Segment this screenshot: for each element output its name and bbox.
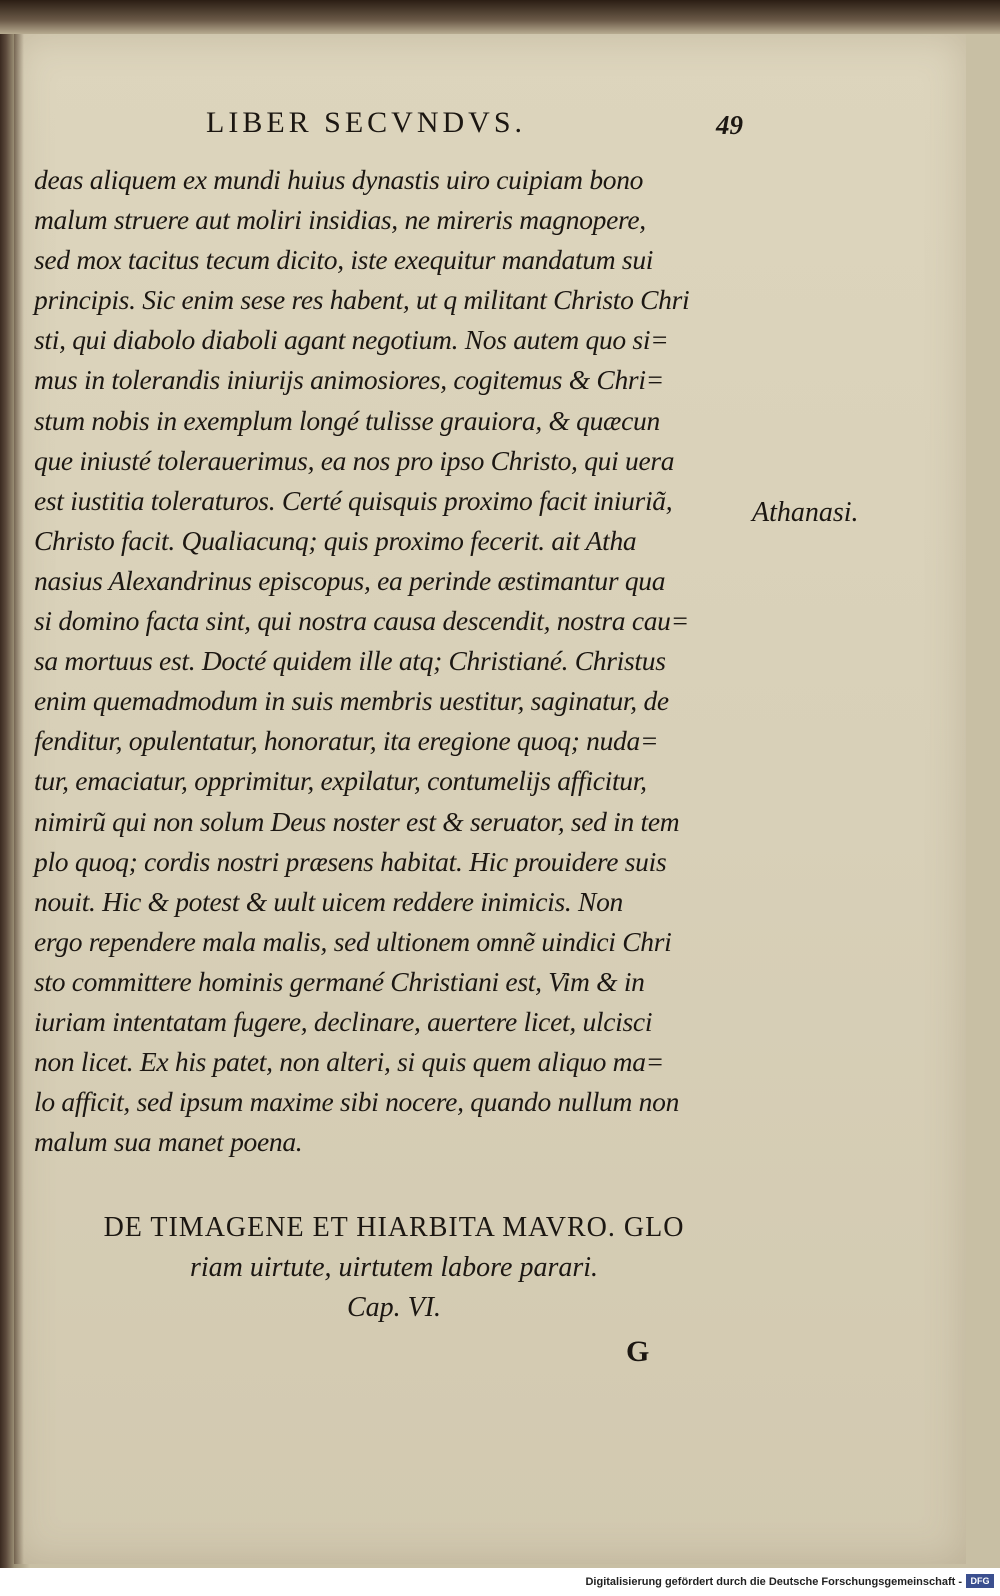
running-title: LIBER SECVNDVS. bbox=[206, 106, 527, 139]
text-line: sto committere hominis germané Christiani est, Vim & in bbox=[34, 965, 645, 997]
text-line: que iniusté tolerauerimus, ea nos pro ipso Christo, qui uera bbox=[34, 444, 675, 476]
text-line: tur, emaciatur, opprimitur, expilatur, contumelijs afficitur, bbox=[34, 765, 647, 797]
marginal-note: Athanasi. bbox=[752, 497, 859, 528]
text-line: non licet. Ex his patet, non alteri, si quis quem aliquo ma= bbox=[34, 1046, 664, 1078]
chapter-heading bbox=[34, 1208, 754, 1328]
text-line: si domino facta sint, qui nostra causa descendit, nostra cau= bbox=[34, 605, 689, 637]
text-line: nasius Alexandrinus episcopus, ea perinde æstimantur qua bbox=[34, 564, 666, 596]
text-line: iuriam intentatam fugere, declinare, auertere licet, ulcisci bbox=[34, 1005, 653, 1037]
footer-credit: Digitalisierung gefördert durch die Deutsche Forschungsgemeinschaft - bbox=[585, 1576, 962, 1588]
page-gutter bbox=[14, 34, 24, 1564]
text-line: deas aliquem ex mundi huius dynastis uiro cuipiam bono bbox=[34, 164, 644, 195]
text-line: principis. Sic enim sese res habent, ut q militant Christo Chri bbox=[34, 284, 690, 316]
chapter-heading-caps: DE TIMAGENE ET HIARBITA MAVRO. GLO bbox=[103, 1212, 685, 1243]
dfg-logo: DFG bbox=[966, 1574, 994, 1588]
page-header bbox=[34, 106, 754, 146]
text-line: sed mox tacitus tecum dicito, iste exequitur mandatum sui bbox=[34, 244, 654, 276]
text-line: nouit. Hic & potest & uult uicem reddere inimicis. Non bbox=[34, 885, 623, 917]
text-line: mus in tolerandis iniurijs animosiores, cogitemus & Chri= bbox=[34, 364, 664, 396]
text-line: nimirũ qui non solum Deus noster est & seruator, sed in tem bbox=[34, 805, 680, 837]
text-line: est iustitia toleraturos. Certé quisquis proximo facit iniuriã, bbox=[34, 484, 673, 516]
text-line: ergo rependere mala malis, sed ultionem omnẽ uindici Chri bbox=[34, 925, 672, 957]
text-line: plo quoq; cordis nostri præsens habitat. Hic prouidere suis bbox=[34, 845, 667, 877]
chapter-heading-italic: riam uirtute, uirtutem labore parari. bbox=[189, 1252, 599, 1283]
page-number: 49 bbox=[716, 110, 743, 140]
text-line: Christo facit. Qualiacunq; quis proximo fecerit. ait Atha bbox=[34, 524, 637, 556]
text-line: lo afficit, sed ipsum maxime sibi nocere, quando nullum non bbox=[34, 1086, 680, 1118]
signature-mark: G bbox=[626, 1335, 650, 1368]
body-text bbox=[34, 160, 754, 1162]
text-line: malum struere aut moliri insidias, ne mireris magnopere, bbox=[34, 204, 646, 236]
text-line: malum sua manet poena. bbox=[34, 1126, 303, 1158]
text-line: sti, qui diabolo diaboli agant negotium. Nos autem quo si= bbox=[34, 324, 669, 356]
text-line: sa mortuus est. Docté quidem ille atq; Christiané. Christus bbox=[34, 645, 666, 677]
footer-bar bbox=[0, 1568, 1000, 1596]
chapter-number: Cap. VI. bbox=[346, 1292, 442, 1323]
text-line: enim quemadmodum in suis membris uestitur, saginatur, de bbox=[34, 685, 669, 717]
text-line: stum nobis in exemplum longé tulisse grauiora, & quæcun bbox=[34, 404, 660, 436]
text-line: fenditur, opulentatur, honoratur, ita eregione quoq; nuda= bbox=[34, 725, 659, 757]
scan-top-strip bbox=[0, 0, 1000, 34]
